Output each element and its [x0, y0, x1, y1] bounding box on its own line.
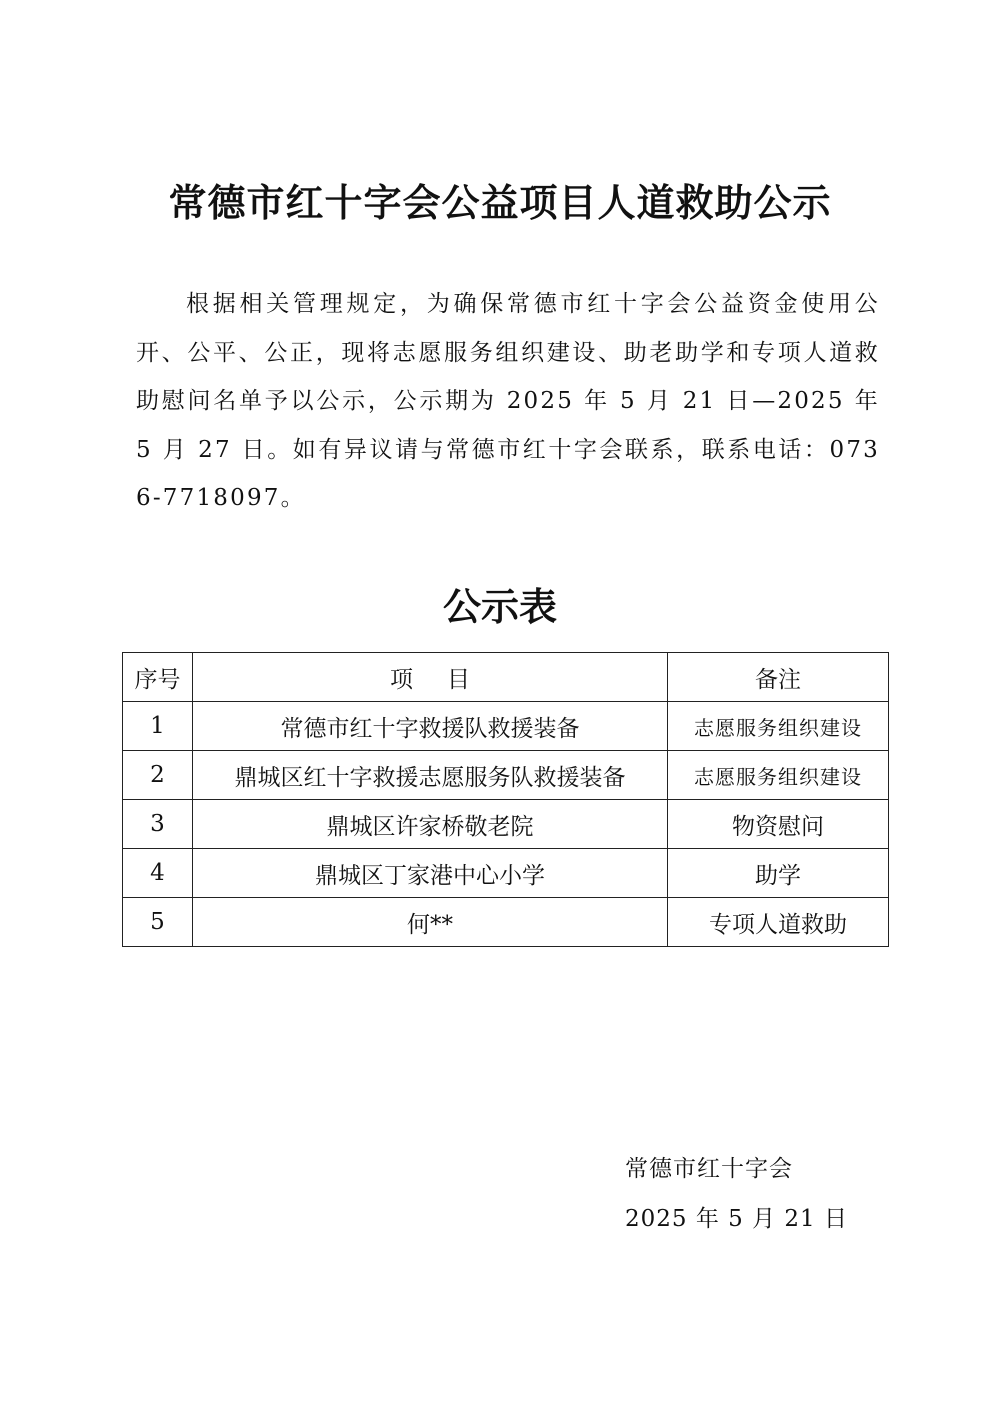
row-no: 5	[123, 898, 193, 947]
table-row	[123, 849, 889, 898]
table-header-row	[123, 653, 889, 702]
row-note: 物资慰问	[668, 800, 889, 849]
header-no: 序号	[123, 653, 193, 702]
table-row	[123, 800, 889, 849]
notice-table	[122, 652, 889, 947]
row-item: 鼎城区许家桥敬老院	[193, 800, 668, 849]
header-note: 备注	[668, 653, 889, 702]
row-item: 何**	[193, 898, 668, 947]
row-item: 常德市红十字救援队救援装备	[193, 702, 668, 751]
row-no: 3	[123, 800, 193, 849]
row-note: 专项人道救助	[668, 898, 889, 947]
table-row	[123, 702, 889, 751]
row-no: 1	[123, 702, 193, 751]
row-no: 4	[123, 849, 193, 898]
row-no: 2	[123, 751, 193, 800]
table-row	[123, 898, 889, 947]
row-note: 助学	[668, 849, 889, 898]
row-item: 鼎城区丁家港中心小学	[193, 849, 668, 898]
row-note: 志愿服务组织建设	[668, 702, 889, 751]
header-item: 项目	[193, 653, 668, 702]
signoff-organization: 常德市红十字会	[625, 1156, 793, 1182]
document-title: 常德市红十字会公益项目人道救助公示	[168, 181, 832, 225]
signoff-date: 2025 年 5 月 21 日	[625, 1206, 848, 1232]
row-item: 鼎城区红十字救援志愿服务队救援装备	[193, 751, 668, 800]
notice-paragraph: 根据相关管理规定，为确保常德市红十字会公益资金使用公开、公平、公正，现将志愿服务组织建设、助老助学和专项人道救助慰问名单予以公示，公示期为 2025 年 5 月 21 日—2025 年 5 月 27 日。如有异议请与常德市红十字会联系，联系电话：0736-7718097。	[136, 291, 880, 511]
row-note: 志愿服务组织建设	[668, 751, 889, 800]
table-title: 公示表	[442, 585, 557, 629]
table-row	[123, 751, 889, 800]
